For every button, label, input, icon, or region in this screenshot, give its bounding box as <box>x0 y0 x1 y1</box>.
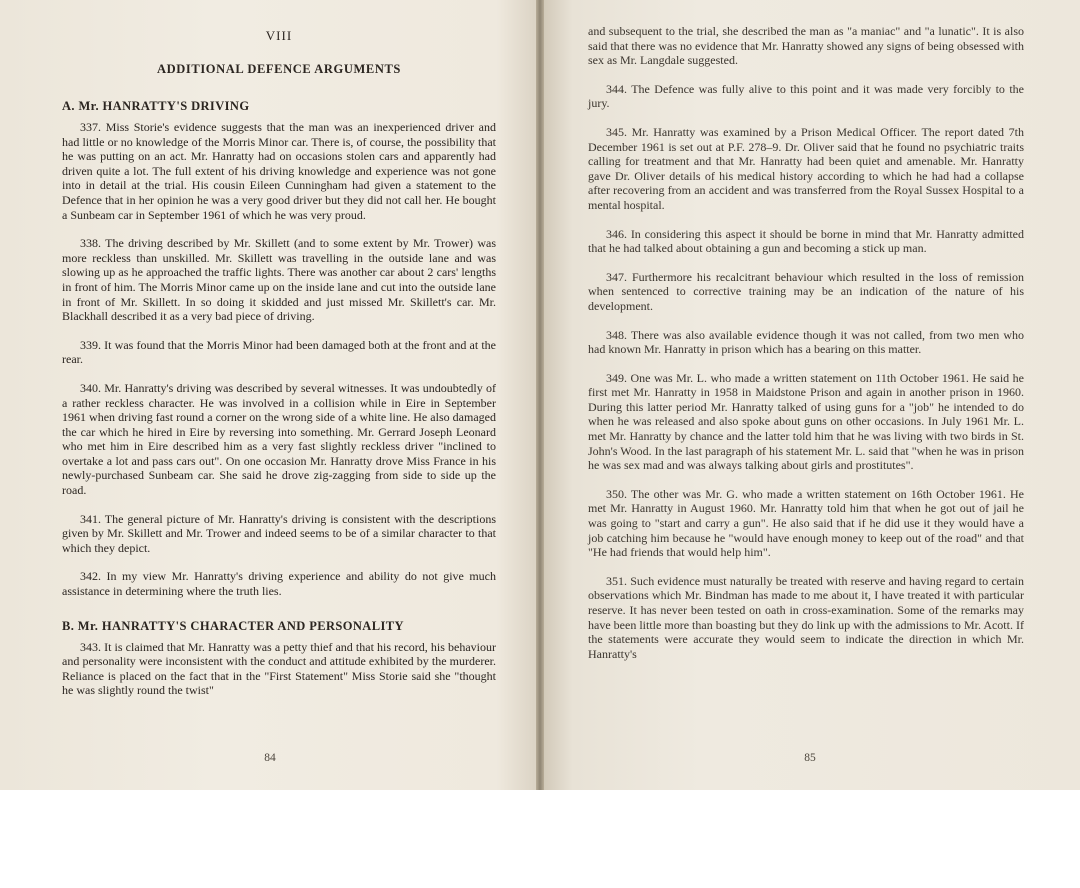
paragraph-340: 340. Mr. Hanratty's driving was described by several witnesses. It was undoubtedly of a rather reckless character. He was involved in a collision while in Eire in September 1961 when driving fast round a corner on the wrong side of a white line. He also damaged the car which he hired in Eire by reversing into something. Mr. Gerrard Joseph Leonard who met him in Eire described him as a very fast slightly reckless driver "inclined to overtake a lot and pass cars out". On one occasion Mr. Hanratty drove Miss France in his newly-purchased Sunbeam car. She said he drove zig-zagging from side to side up the road. <box>62 380 496 498</box>
left-page <box>0 0 540 790</box>
paragraph-350: 350. The other was Mr. G. who made a written statement on 16th October 1961. He met Mr. Hanratty in August 1960. Mr. Hanratty told him that when he got out of jail he was going to "start and carry a gun". He also said that if he did use it they would have a job catching him because he "would have enough money to keep out of the road" and that "He had friends that would help him". <box>588 486 1024 560</box>
paragraph-346: 346. In considering this aspect it should be borne in mind that Mr. Hanratty admitted that he had talked about obtaining a gun and becoming a stick up man. <box>588 226 1024 256</box>
section-heading-character: B. Mr. HANRATTY'S CHARACTER AND PERSONALITY <box>62 618 404 633</box>
paragraph-342: 342. In my view Mr. Hanratty's driving experience and ability do not give much assistance in determining where the truth lies. <box>62 569 496 599</box>
paragraph-343: 343. It is claimed that Mr. Hanratty was a petty thief and that his record, his behaviour and personality were inconsistent with the conduct and attitude exhibited by the murderer. Reliance is placed on the fact that in the "First Statement" Miss Storie said she "thought he was slightly round the twist" <box>62 639 496 698</box>
paragraph-347: 347. Furthermore his recalcitrant behaviour which resulted in the loss of remission when sentenced to corrective training may be an indication of the nature of his development. <box>588 269 1024 313</box>
page-number-right: 85 <box>804 752 816 764</box>
section-heading-driving: A. Mr. HANRATTY'S DRIVING <box>62 99 250 113</box>
right-page <box>540 0 1080 790</box>
page-number-left: 84 <box>264 752 276 764</box>
paragraph-349: 349. One was Mr. L. who made a written statement on 11th October 1961. He said he first met Mr. Hanratty in 1958 in Maidstone Prison and again in another prison in 1960. During this latter period Mr. Hanratty talked of using guns for a "job" he intended to do when he was released and also spoke about guns on other occasions. In July 1961 Mr. L. met Mr. Hanratty by chance and the latter told him that he was living with two birds in St. John's Wood. In the last paragraph of his statement Mr. L. said that "when he was in prison he was sex mad and was always talking about girls and prostitutes". <box>588 370 1024 473</box>
paragraph-345: 345. Mr. Hanratty was examined by a Prison Medical Officer. The report dated 7th December 1961 is set out at P.F. 278–9. Dr. Oliver said that he found no psychiatric traits calling for treatment and that Mr. Hanratty had been quiet and amenable. Mr. Hanratty gave Dr. Oliver details of his medical history according to which he had had a collapse after recovering from an accident and was transferred from the Royal Sussex Hospital to a mental hospital. <box>588 124 1024 212</box>
paragraph-343-continued: and subsequent to the trial, she described the man as "a maniac" and "a lunatic". It is also said that there was no evidence that Mr. Hanratty showed any signs of being obsessed with sex as Mr. Langdale suggested. <box>588 24 1024 68</box>
chapter-title: ADDITIONAL DEFENCE ARGUMENTS <box>157 62 401 76</box>
paragraph-348: 348. There was also available evidence though it was not called, from two men who had known Mr. Hanratty in prison which has a bearing on this matter. <box>588 327 1024 357</box>
paragraph-344: 344. The Defence was fully alive to this point and it was made very forcibly to the jury. <box>588 81 1024 111</box>
paragraph-351: 351. Such evidence must naturally be treated with reserve and having regard to certain observations which Mr. Bindman has made to me about it, I have treated it with particular reserve. It has never been tested on oath in cross-examination. Some of the remarks may have been little more than boasting but they do link up with the admissions to Mr. Acott. If the statements were accurate they would seem to indicate the direction in which Mr. Hanratty's <box>588 573 1024 661</box>
paragraph-337: 337. Miss Storie's evidence suggests that the man was an inexperienced driver and had little or no knowledge of the Morris Minor car. There is, of course, the possibility that he was putting on an act. Mr. Hanratty had on occasions stolen cars and apparently had driven quite a lot. The full extent of his driving knowledge and experience was not gone into in detail at the trial. His cousin Eileen Cunningham had given a statement to the Defence that in her opinion he was a very good driver but they did not call her. He bought a Sunbeam car in September 1961 of which he was very proud. <box>62 120 496 222</box>
book-gutter <box>536 0 544 790</box>
chapter-number: VIII <box>265 28 293 43</box>
paragraph-341: 341. The general picture of Mr. Hanratty's driving is consistent with the descriptions given by Mr. Skillett and Mr. Trower and indeed seems to be of a similar character to that which they depict. <box>62 511 496 555</box>
paragraph-338: 338. The driving described by Mr. Skillett (and to some extent by Mr. Trower) was more reckless than unskilled. Mr. Skillett was travelling in the outside lane and was slowing up as he approached the traffic lights. There was another car about 2 cars' lengths in front of him. The Morris Minor came up on the inside lane and cut into the outside lane in front of Mr. Skillett. In so doing it skidded and just missed Mr. Skillett's car. Mr. Blackhall described it as a very bad piece of driving. <box>62 236 496 324</box>
paragraph-339: 339. It was found that the Morris Minor had been damaged both at the front and at the rear. <box>62 337 496 367</box>
